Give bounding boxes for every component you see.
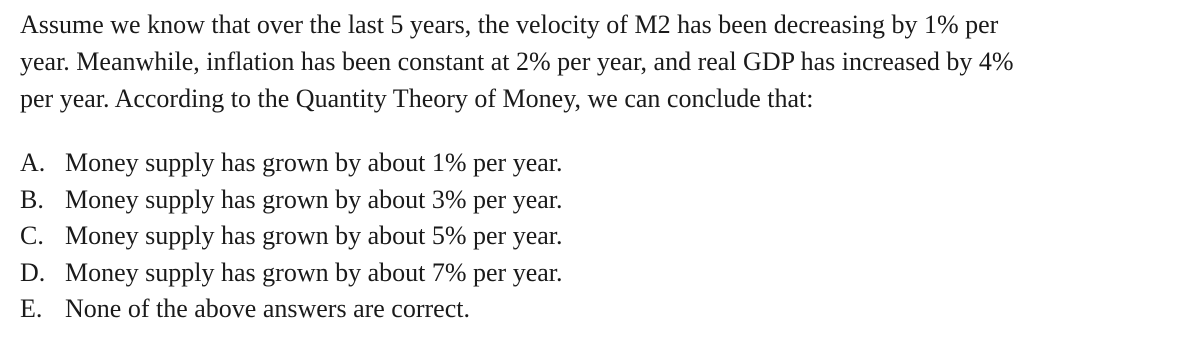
option-text: None of the above answers are correct. (65, 294, 470, 323)
option-b (20, 182, 1170, 219)
option-text: Money supply has grown by about 7% per year. (65, 257, 563, 287)
option-letter: B. (20, 184, 44, 214)
option-letter: E. (20, 294, 43, 323)
option-letter: C. (20, 221, 44, 250)
question-text (20, 6, 1170, 117)
option-letter: D. (20, 257, 46, 287)
option-text: Money supply has grown by about 1% per year. (65, 148, 563, 177)
option-d (20, 255, 1170, 292)
answer-options (20, 145, 1170, 328)
option-text: Money supply has grown by about 5% per year. (65, 221, 563, 250)
option-text: Money supply has grown by about 3% per year. (65, 184, 563, 214)
question-line: Assume we know that over the last 5 years, the velocity of M2 has been decreasing by 1% per (20, 10, 999, 39)
question-line: per year. According to the Quantity Theory of Money, we can conclude that: (20, 84, 814, 113)
option-e (20, 291, 1170, 328)
option-c (20, 218, 1170, 255)
option-a (20, 145, 1170, 182)
option-letter: A. (20, 148, 46, 177)
question-line: year. Meanwhile, inflation has been constant at 2% per year, and real GDP has increased by 4% (20, 47, 1014, 76)
